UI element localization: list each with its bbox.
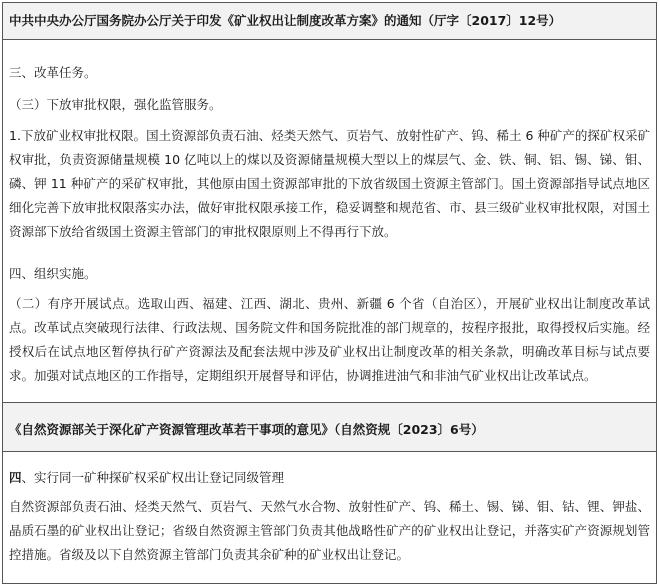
paragraph-decentralize: 1.下放矿业权审批权限。国土资源部负责石油、烃类天然气、页岩气、放射性矿产、钨、稀土 6 种矿产的探矿权采矿权审批，负责资源储量规模 10 亿吨以上的煤以及资源储量规模大型以上的煤层气、金、铁、铜、铝、锡、锑、钼、磷、钾 11 种矿产的采矿权审批，其他原由国土资源部审批的下放省级国土资源主管部门。国土资源部指导试点地区细化完善下放审批权限落实办法，做好审批权限承接工作，稳妥调整和规范省、市、县三级矿业权审批权限，对国土资源部下放给省级国土资源主管部门的审批权限原则上不得再行下放。 <box>9 128 650 239</box>
paragraph-pilot: （二）有序开展试点。选取山西、福建、江西、湖北、贵州、新疆 6 个省（自治区），开展矿业权出让制度改革试点。改革试点突破现行法律、行政法规、国务院文件和国务院批准的部门规章的，按程序报批，取得授权后实施。经授权后在试点地区暂停执行矿产资源法及配套法规中涉及矿业权出让制度改革的相关条款，明确改革目标与试点要求。加强对试点地区的工作指导，定期组织开展督导和评估，协调推进油气和非油气矿业权出让改革试点。 <box>9 296 650 383</box>
section2-header <box>3 402 656 451</box>
heading-text: 、实行同一矿种探矿权采矿权出让登记同级管理 <box>21 470 285 485</box>
section1-header <box>3 3 656 39</box>
section2-body <box>3 451 656 583</box>
heading-reform-tasks: 三、改革任务。 <box>9 65 97 80</box>
section1-title: 中共中央办公厅国务院办公厅关于印发《矿业权出让制度改革方案》的通知（厅字〔2017〕12号） <box>9 13 562 28</box>
section1-body <box>3 39 656 402</box>
document-table <box>2 2 657 584</box>
heading-unified-management <box>9 471 284 485</box>
subheading-decentralize: （三）下放审批权限，强化监管服务。 <box>9 97 222 112</box>
section2-title: 《自然资源部关于深化矿产资源管理改革若干事项的意见》（自然资规〔2023〕6号） <box>9 422 484 437</box>
heading-implementation: 四、组织实施。 <box>9 266 97 281</box>
paragraph-registration: 自然资源部负责石油、烃类天然气、页岩气、天然气水合物、放射性矿产、钨、稀土、锡、锑、钼、钴、锂、钾盐、晶质石墨的矿业权出让登记；省级自然资源主管部门负责其他战略性矿产的矿业权出让登记，并落实矿产资源规划管控措施。省级及以下自然资源主管部门负责其余矿种的矿业权出让登记。 <box>9 499 650 562</box>
heading-number: 四 <box>9 470 22 485</box>
